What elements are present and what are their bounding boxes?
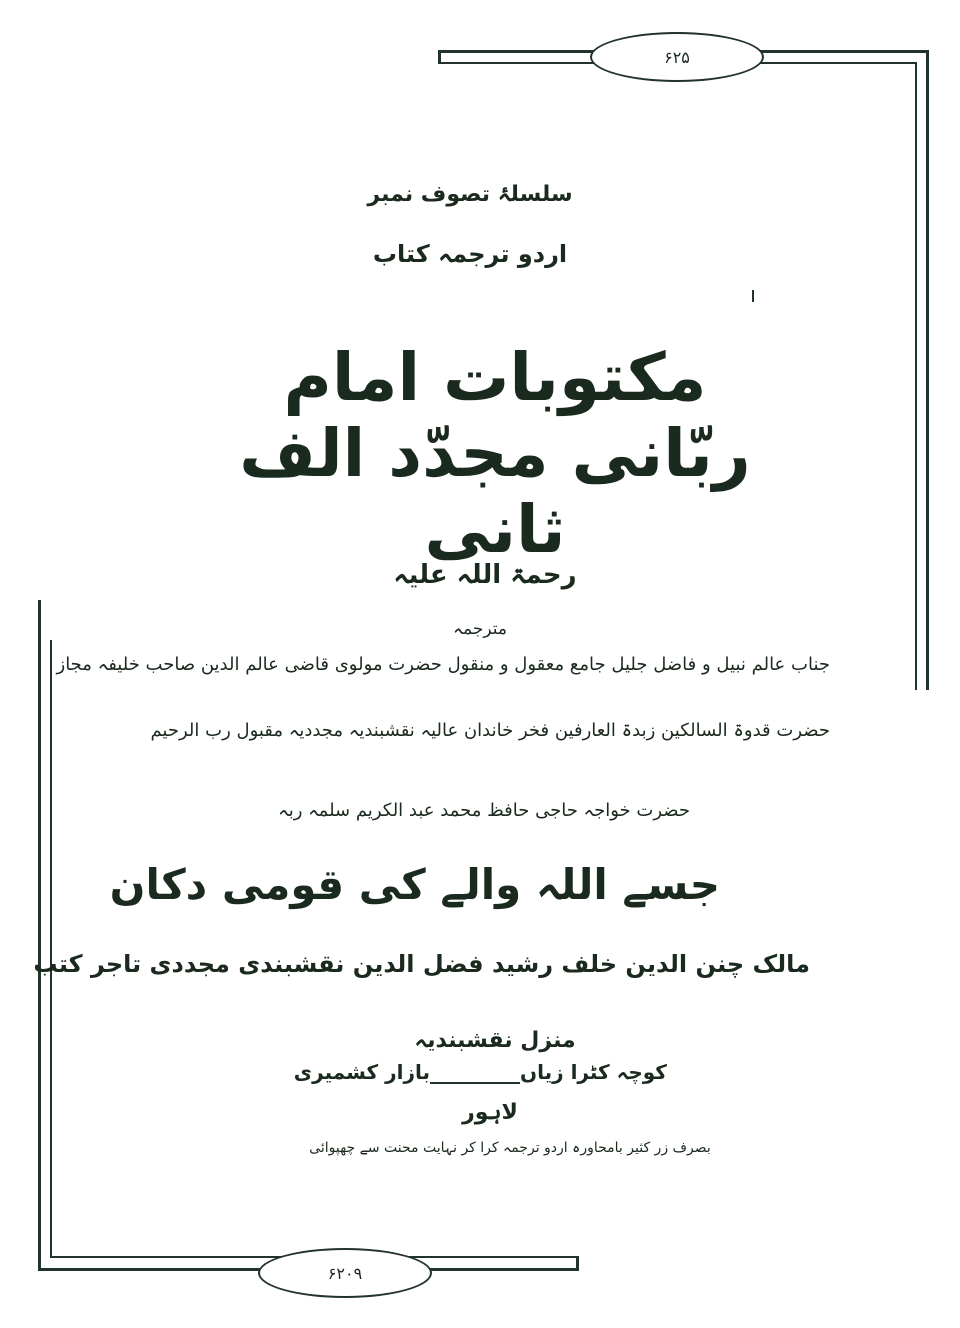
- address-bazaar: کوچہ کٹرا زیاں: [520, 1060, 667, 1084]
- book-title: مکتوبات امام ربّانی مجدّد الف ثانی: [239, 339, 751, 568]
- frame-right-edge: [926, 50, 929, 690]
- stray-mark: [752, 290, 754, 302]
- translator-label: مترجمہ: [453, 619, 507, 639]
- footer-note: بصرف زر کثیر بامحاورہ اردو ترجمہ کرا کر نہایت محنت سے چھپوائی: [309, 1140, 711, 1156]
- publisher-owner: مالک چنن الدین خلف رشید فضل الدین نقشبندی مجددی تاجر کتب: [33, 950, 810, 978]
- page-number-bottom: [258, 1248, 432, 1298]
- frame-bottom-right-edge: [576, 1256, 579, 1271]
- frame-right-edge-inner: [915, 62, 917, 690]
- address-street: بازار کشمیری: [293, 1060, 430, 1084]
- translator-credit-line-2: حضرت قدوۃ السالکین زبدۃ العارفین فخر خاندان عالیہ نقشبندیہ مجددیہ مقبول رب الرحیم: [150, 720, 830, 741]
- address-divider: [430, 1082, 520, 1084]
- translator-credit-line-3: حضرت خواجہ حاجی حافظ محمد عبد الکریم سلمہ ربہ: [278, 800, 690, 821]
- honorific-line: رحمۃ اللہ علیہ: [393, 560, 577, 590]
- translator-credit-line-1: جناب عالم نبیل و فاضل جلیل جامع معقول و منقول حضرت مولوی قاضی عالم الدین صاحب خلیفہ مجاز: [56, 654, 830, 675]
- page-number-top: [590, 32, 764, 82]
- page-number-bottom-text: ۶۲۰۹: [327, 1263, 363, 1283]
- series-heading: سلسلۂ تصوف نمبر: [367, 182, 573, 207]
- publisher-building: منزل نقشبندیہ: [414, 1028, 576, 1053]
- frame-left-top-edge: [438, 50, 441, 64]
- publisher-city: لاہور: [462, 1100, 518, 1125]
- translation-heading: اردو ترجمہ کتاب: [372, 240, 568, 268]
- page-number-top-text: ۶۲۵: [664, 47, 690, 67]
- frame-left-edge: [38, 600, 41, 1270]
- publisher-name: جسے اللہ والے کی قومی دکان: [109, 860, 720, 909]
- frame-left-edge-inner: [50, 640, 52, 1258]
